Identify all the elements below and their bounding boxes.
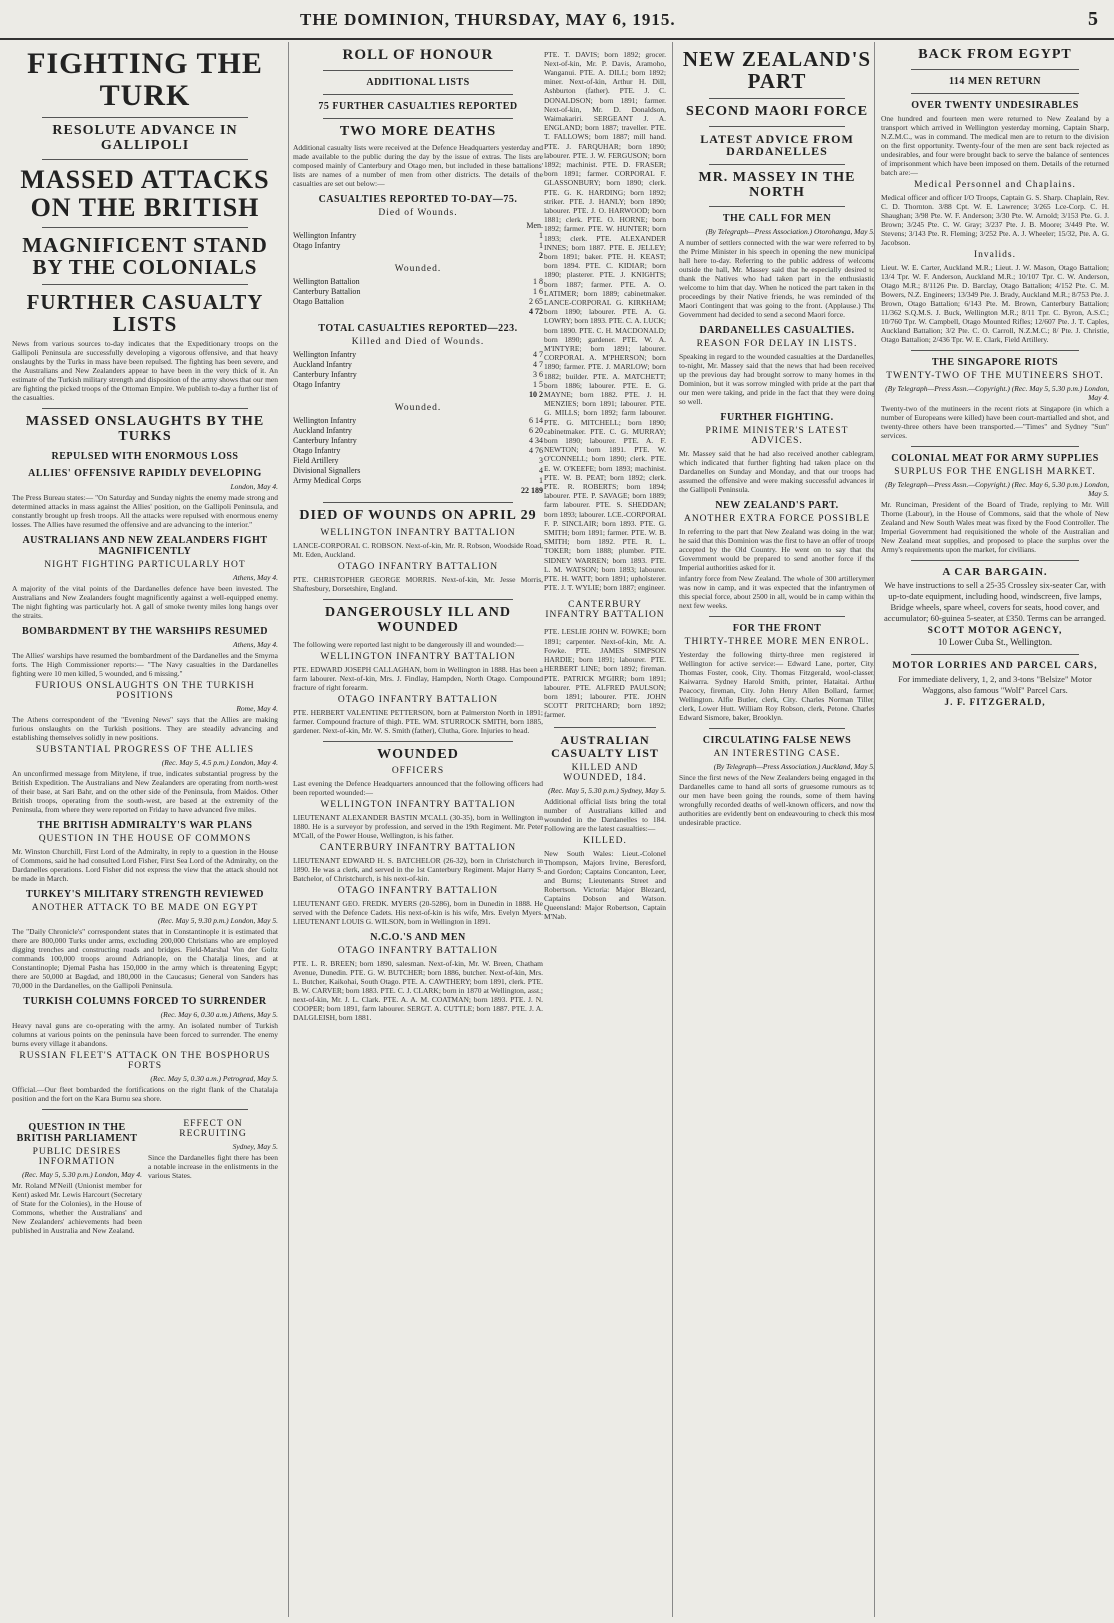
headline-two-deaths: TWO MORE DEATHS (339, 123, 497, 139)
article-body: Last evening the Defence Headquarters announced that the following officers had been reported wounded:— (293, 779, 543, 798)
dateline: Sydney, May 5. (232, 1141, 278, 1151)
article-body: Mr. Massey said that he had also received another cablegram, which indicated that further fighting had taken place on the Dardanelles on Sunday and Monday, and that our troops had assumed the offensive and were making successful advances in the Gallipoli Peninsula. (679, 449, 875, 495)
battalion-heading: WELLINGTON INFANTRY BATTALION (320, 528, 516, 539)
table-row (293, 241, 543, 251)
article-body: One hundred and fourteen men were returned to New Zealand by a transport which arrived in Wellington yesterday morning, Captain Sharp, N.Z.M.C., was in command. The medical men are to return to the division on the first opportunity. Twenty-four of the men are sent back rejected as undesirables, and four were brought back to serve the balance of sentences of imprisonment which have been imposed on them. Details of the returned batch are:— (881, 113, 1109, 177)
table-cell-counts: 2 (539, 251, 543, 261)
headline-magnificent-stand: MAGNIFICENT STAND BY THE COLONIALS (22, 232, 268, 280)
section-repulsed: REPULSED WITH ENORMOUS LOSS (51, 450, 239, 462)
section-prime-minister: PRIME MINISTER'S LATEST ADVICES. (705, 426, 849, 447)
article-body: Twenty-two of the mutineers in the recent riots at Singapore (in which a number of Europeans were killed) have been court-martialled and shot, and twenty-three others have been transported.—"Times" and Sydney "Sun" services. (881, 403, 1109, 440)
table-cell-unit: Auckland Infantry (293, 426, 352, 436)
casualty-list: PTE. T. DAVIS; born 1892; grocer. Next-of-kin, Mr. P. Davis, Aramoho, Wanganui. PTE. A. DILL; born 1892; miner. Next-of-kin, Arthur H. Dill, Ashburton (father). PTE. J. C. DONALDSON; born 1891; farmer. Next-of-kin, Mr. D. Donaldson, Waimakariri. SERGEANT J. A. ENGLAND; born 1887; traveller. PTE. T. FALLOWS; born 1887; mill hand. PTE. J. FARQUHAR; born 1890; labourer. PTE. J. W. FERGUSON; born 1892; machinist. PTE. D. FRASER; born 1891; farmer. CORPORAL F. GLASSONBURY; born 1890; clerk. PTE. G. K. HARDING; born 1892; striker. PTE. J. HANLY; born 1890; labourer. PTE. J. O. HARWOOD; born 1881; clerk. PTE. O. HORNE; born 1892; farmer. PTE. W. HUNTER; born 1893; clerk. PTE. ALEXANDER INNES; born 1887. PTE. E. JELLEY; born 1891; baker. PTE. H. KEAST; born 1894. PTE. C. KIDIAR; born 1890; plasterer. PTE. J. KNIGHTS; born 1887; farmer. PTE. A. O. LATIMER; born 1889; cabinetmaker. LANCE-CORPORAL G. KIRKHAM; born 1890; labourer. PTE. A. G. LOWRY; born 1893. PTE. C. A. LUCK; born 1890. PTE. C. H. MACDONALD; born 1890; gardener. PTE. W. A. M'INTYRE; born 1891; labourer. CORPORAL A. M'PHERSON; born 1890; farmer. PTE. J. MARLOW; born 1882; builder. PTE. A. MATCHETT; born 1886; labourer. PTE. E. G. MAYNE; born 1882. PTE. J. H. MENZIES; born 1891; labourer. PTE. G. MILLS; born 1892; farm labourer. PTE. G. MITCHELL; born 1890; cabinetmaker. PTE. C. G. MURRAY; born 1890; labourer. PTE. A. F. NEWTON; born 1891. PTE. W. O'CONNELL; born 1890; clerk. PTE. E. W. O'KEEFE; born 1893; machinist. PTE. W. B. PEAT; born 1892; clerk. PTE. R. ROBERTS; born 1894; labourer. PTE. P. SAVAGE; born 1889; farm labourer. PTE. S. SHEDDAN; born 1893; labourer. LCE.-CORPORAL F. P. SINCLAIR; born 1893. PTE. G. SMITH; born 1891; farmer. PTE. W. B. SMITH; born 1892. PTE. R. L. TOKER; born 1888; plumber. PTE. SIDNEY WARREN; born 1893. PTE. L. M. WATSON; born 1893; labourer. PTE. H. WATT; born 1891; upholsterer. PTE. J. T. WYLIE; born 1887; engineer. (544, 49, 666, 593)
section-massed-onslaughts: MASSED ONSLAUGHTS BY THE TURKS (25, 414, 265, 444)
section-mutineers-shot: TWENTY-TWO OF THE MUTINEERS SHOT. (886, 370, 1104, 381)
table-row (293, 287, 543, 297)
article-body: infantry force from New Zealand. The whole of 300 artillerymen was now in camp, and it was expected that the infantrymen of this special force, about 2500 in all, would be in camp within the next few weeks. (679, 574, 875, 611)
headline-undesirables: OVER TWENTY UNDESIRABLES (911, 99, 1079, 111)
table-subtitle: Wounded. (394, 264, 442, 275)
table-row (293, 297, 543, 307)
table-row (293, 486, 543, 496)
table-row (293, 380, 543, 390)
table-cell-unit: Canterbury Infantry (293, 370, 357, 380)
advert-body: For immediate delivery, 1, 2, and 3-tons "Belsize" Motor Waggons, also famous "Wolf" Parcel Cars. (898, 673, 1092, 695)
battalion-heading: OTAGO INFANTRY BATTALION (337, 946, 499, 957)
battalion-heading: CANTERBURY INFANTRY BATTALION (319, 843, 517, 854)
section-extra-force: ANOTHER EXTRA FORCE POSSIBLE (683, 514, 871, 525)
section-russian-fleet: RUSSIAN FLEET'S ATTACK ON THE BOSPHORUS FORTS (19, 1050, 271, 1071)
advert-firm: J. F. FITZGERALD, (944, 697, 1046, 708)
table-cell-counts: 1 6 (533, 287, 543, 297)
section-night-fighting: NIGHT FIGHTING PARTICULARLY HOT (44, 559, 246, 570)
headline-killed-wounded: KILLED AND WOUNDED, 184. (563, 763, 647, 784)
dateline: (Rec. May 5, 5.30 p.m.) London, May 4. (22, 1169, 142, 1179)
article-body: Mr. Runciman, President of the Board of Trade, replying to Mr. Will Thorne (Labour), in the House of Commons, said that the whole of New Zealand and New South Wales meat was fixed by the Food Controller. The Imperial Government had requisitioned the whole of the Australian and New Zealand meat supplies, and proposed to place the surplus over the Army's requirements upon the market, for civilians. (881, 499, 1109, 554)
table-subtitle: Killed and Died of Wounds. (351, 337, 485, 348)
dateline: (By Telegraph—Press Assn.—Copyright.) (Rec. May 6, 5.30 p.m.) London, May 5. (885, 479, 1109, 498)
dateline: (By Telegraph—Press Assn.—Copyright.) (Rec. May 5, 5.30 p.m.) London, May 4. (885, 383, 1109, 402)
table-cell-unit: Auckland Infantry (293, 360, 352, 370)
table-title: CASUALTIES REPORTED TO-DAY—75. (318, 194, 518, 206)
table-cell-unit: Wellington Battalion (293, 277, 360, 287)
article-body: An unconfirmed message from Mitylene, if true, indicates substantial progress by the British Expedition. The Australians and New Zealanders are operating from north-west of their base, at Sari Bahr, and on the other side of the Peninsula, from Maidos. Other British troops, operating from the south-west, are based at the extremity of the Peninsula, from where they were reported on Friday to have advanced five miles. (12, 768, 278, 814)
table-cell-unit: Canterbury Battalion (293, 287, 361, 297)
article-body: Heavy naval guns are co-operating with the army. An isolated number of Turkish columns at various points on the peninsula have been forced to surrender. The enemy burns every village it abandons. (12, 1020, 278, 1048)
casualty-entry: LIEUTENANT EDWARD H. S. BATCHELOR (26-32), born in Christchurch in 1890. He was a clerk, and served in the 1st Canterbury Regiment. Major Harry S. Batchelor, of Christchurch, is his next-of-kin. (293, 856, 543, 884)
headline-114-men: 114 MEN RETURN (948, 75, 1041, 87)
casualty-entry: LIEUTENANT GEO. FREDK. MYERS (20-5286), born in Dunedin in 1888. He served with the Defence Cadets. His next-of-kin is his wife, Mrs. Evelyn Myers. LIEUTENANT LOUIS G. WILSON, born in Wellington in 1891. (293, 899, 543, 927)
headline-further-casualty: FURTHER CASUALTY LISTS (26, 290, 264, 337)
table-cell-counts: 6 20 (529, 426, 543, 436)
table-row (293, 277, 543, 287)
section-allies-offensive: ALLIES' OFFENSIVE RAPIDLY DEVELOPING (28, 467, 262, 479)
table-cell-counts: 3 (539, 456, 543, 466)
article-body: Lieut. W. E. Carter, Auckland M.R.; Lieut. J. W. Mason, Otago Battalion; 13/4 Tpr. W. F. Anderson, Auckland M.R.; 10/107 Tpr. C. W. Anderson, Otago M.R.; 8/1126 Pte. D. Barclay, Otago Battalion; 4/152 Pte. C. M. Bowers, N.Z. Engineers; 13/349 Pte. J. Brady, Auckland M.R.; 8/753 Pte. J. Brown, Otago Battalion; 6/143 Pte. M. Brown, Canterbury Battalion; 11/362 S.Q.M.S. J. Buck, Wellington M.R.; 8/11 Tpr. C. Byron, A.S.C.; 10/760 Tpr. W. Campbell, Otago Mounted Rifles; 12/607 Pte. J. T. Caples, Auckland Battalion; 3/2 Pte. C. O. Carroll, N.Z.M.C.; 8/ Pte. J. Christie, Otago Battalion; 2/436 Tpr. W. E. Clark, Field Artillery. (881, 262, 1109, 344)
table-cell-counts: 1 (539, 241, 543, 251)
table-cell-unit: Wellington Infantry (293, 231, 357, 241)
headline-back-from-egypt: BACK FROM EGYPT (918, 47, 1072, 62)
advert-firm: SCOTT MOTOR AGENCY, (927, 625, 1063, 636)
table-cell-unit: Wellington Infantry (293, 416, 357, 426)
article-body: In referring to the part that New Zealand was doing in the war, he said that this Dominion was the first to have an offer of troops accepted by the Old Country. He went on to say that the Government would be prepared to send another force if the Imperial authorities asked for it. (679, 527, 875, 573)
article-body: Mr. Roland M'Neill (Unionist member for Kent) asked Mr. Lewis Harcourt (Secretary of State for the Colonies), in the House of Commons, whether the Australians' and New Zealanders' achievements had been published in Australia and New Zealand. (12, 1180, 142, 1235)
section-further-fighting: FURTHER FIGHTING. (720, 412, 834, 424)
table-cell-counts: 2 65 (529, 297, 543, 307)
section-attack-egypt: ANOTHER ATTACK TO BE MADE ON EGYPT (31, 902, 259, 913)
table-row (293, 466, 543, 476)
dateline: Athens, May 4. (233, 639, 278, 649)
article-body: Since the first news of the New Zealanders being engaged in the Dardanelles came to hand all sorts of gruesome rumours as to our men have been going the rounds, some of them having wrongfully recorded deaths of well-known officers, and now the authorities are evidently bent on endeavouring to check this most undesirable practice. (679, 773, 875, 828)
dateline: Athens, May 4. (233, 572, 278, 582)
headline-dangerously-ill: DANGEROUSLY ILL AND WOUNDED (324, 605, 511, 635)
casualty-entry: LANCE-CORPORAL C. ROBSON. Next-of-kin, Mr. R. Robson, Woodside Road, Mt. Eden, Auckland. (293, 541, 543, 560)
article-body: Additional casualty lists were received at the Defence Headquarters yesterday and made available to the public during the day by the issue of extras. The lists are composed mainly of Canterbury and Otago men, but included in these battalions' lists are names of a number of men from other districts. The details of the casualties are set out below:— (293, 143, 543, 189)
dateline: (Rec. May 5, 9.30 p.m.) London, May 5. (158, 915, 278, 925)
table-cell-counts: 4 72 (529, 307, 543, 317)
section-nz-part: NEW ZEALAND'S PART. (715, 500, 839, 512)
section-medical: Medical Personnel and Chaplains. (914, 179, 1076, 190)
table-cell-unit: Otago Infantry (293, 241, 341, 251)
battalion-heading: OTAGO INFANTRY BATTALION (337, 562, 499, 573)
table-row (293, 390, 543, 400)
headline-colonial-meat: COLONIAL MEAT FOR ARMY SUPPLIES (891, 452, 1099, 464)
article-body: The Allies' warships have resumed the bombardment of the Dardanelles and the Smyrna forts. The High Commissioner reports:— "The Navy casualties in the Dardanelles fighting were 10 men killed, 5 wounded, and 6 missing." (12, 650, 278, 678)
headline-roll-of-honour: ROLL OF HONOUR (342, 47, 494, 63)
headline-latest-advice: LATEST ADVICE FROM DARDANELLES (700, 131, 854, 159)
table-cell-unit: Wellington Infantry (293, 350, 357, 360)
section-turkish-columns: TURKISH COLUMNS FORCED TO SURRENDER (23, 995, 267, 1007)
section-anzacs-fight: AUSTRALIANS AND NEW ZEALANDERS FIGHT MAGNIFICENTLY (22, 534, 268, 557)
article-intro: News from various sources to-day indicates that the Expeditionary troops on the Gallipoli Peninsula are successfully developing a vigorous offensive, and that heavy onslaughts by the Turks in mass have been repulsed. The fighting has been severe, and the Australians and New Zealanders appear to have been in the very thick of it. An estimate of the Turkish military strength and disposition of the army shows that our men are fighting the picked troops of the Ottoman Empire. We publish to-day a further list of the casualties. (12, 339, 278, 403)
table-row (293, 436, 543, 446)
article-body: The following were reported last night to be dangerously ill and wounded:— (293, 639, 524, 649)
casualty-entry: PTE. L. R. BREEN; born 1890, salesman. Next-of-kin, Mr. W. Breen, Chatham Avenue, Dunedin. PTE. G. W. BUTCHER; born 1886, butcher. Next-of-kin, Mrs. L. Butcher, Kaikohai, South Otago. PTE. A. CAWTHERY; born 1891, clerk. PTE. B. W. CARVER; born 1883. PTE. C. J. CLARK; born in 1870 at Wellington, asst.; next-of-kin, Mr. J. L. Clark. PTE. A. A. M. COATMAN; born 1893. PTE. J. N. COOPER; born 1891, farm labourer. SERGT. A. CUTTLE; born 1887. PTE. J. A. DALGLEISH, born 1881. (293, 959, 543, 1023)
headline-singapore-riots: THE SINGAPORE RIOTS (931, 356, 1059, 368)
table-cell-counts: 4 76 (529, 446, 543, 456)
page-number: 5 (1088, 8, 1098, 30)
dateline: Rome, May 4. (236, 703, 278, 713)
casualty-entry: PTE. CHRISTOPHER GEORGE MORRIS. Next-of-kin, Mr. Jesse Morris, Shaftesbury, Dorsetshire, England. (293, 575, 543, 594)
table-row (293, 251, 543, 261)
article-body: Speaking in regard to the wounded casualties at the Dardanelles, to-night, Mr. Massey said that the news that had been received up the previous day had brought sorrow to many homes in the Dominion, but it was sorrow mingled with pride at the part that our men were taking, and pride in the fact that they were doing so well. (679, 352, 875, 407)
column-back-from-egypt (874, 42, 1109, 1617)
table-header: Men. (526, 221, 543, 231)
column-war-news (12, 42, 278, 1617)
section-turkey-strength: TURKEY'S MILITARY STRENGTH REVIEWED (25, 888, 265, 900)
advert-body: We have instructions to sell a 25-35 Crossley six-seater Car, with up-to-date equipment, including hood, windscreen, five lamps, Bridge wheels, spare wheel, covers for seats, hood cover, and accumulator; 60-guinea 5-seater, at £350. Terms can be arranged. (884, 579, 1106, 623)
table-cell-unit: Field Artillery (293, 456, 339, 466)
headline-massed-attacks: MASSED ATTACKS ON THE BRITISH (20, 165, 270, 222)
table-cell-counts: 4 34 (529, 436, 543, 446)
table-row (293, 456, 543, 466)
battalion-heading: WELLINGTON INFANTRY BATTALION (320, 651, 516, 662)
headline-australian-casualty: AUSTRALIAN CASUALTY LIST (551, 733, 659, 760)
headline-massey-north: MR. MASSEY IN THE NORTH (698, 169, 856, 200)
section-recruiting: EFFECT ON RECRUITING (179, 1118, 247, 1139)
advert-title: MOTOR LORRIES AND PARCEL CARS, (892, 660, 1098, 671)
section-public-desires: PUBLIC DESIRES INFORMATION (32, 1146, 122, 1167)
section-substantial-progress: SUBSTANTIAL PROGRESS OF THE ALLIES (36, 744, 254, 755)
headline-call-for-men: THE CALL FOR MEN (722, 213, 832, 225)
table-cell-unit: Army Medical Corps (293, 476, 361, 486)
advert-title: A CAR BARGAIN. (942, 565, 1048, 578)
table-row (293, 426, 543, 436)
table-cell-unit: Divisional Signallers (293, 466, 361, 476)
article-body: The Press Bureau states:— "On Saturday and Sunday nights the enemy made strong and determined attacks in mass against the Allies' position, on the Gallipoli Peninsula, and constantly brought up fresh troops. All the attacks were repulsed with enormous enemy losses. The Allies have resumed the offensive and are advancing to the interior." (12, 492, 278, 529)
article-body: New South Wales: Lieut.-Colonel Thompson, Majors Irvine, Beresford, and Gordon; Captains Concanton, Leer, and Burns; Lieutenants Street and Robertson. Victoria: Major Blezard, Captains Dobson and Watson. Queensland: Major Robertson, Captain M'Nab. (544, 849, 666, 922)
article-body: A number of settlers connected with the war were referred to by the Prime Minister in his speech in opening the new municipal hall here to-day. Referring to the public address of welcome outside the hall, Mr. Massey said that he especially desired to thank the Natives who had taken part in the enthusiastic welcome to him that day. When he noticed the part taken in the proceedings by their Native friends, he was reminded of the Maori Contingent that was going to the front. (Applause.) The Government had decided to send a second Maori force. (679, 238, 875, 320)
section-dardanelles-casualties: DARDANELLES CASUALTIES. (699, 325, 855, 337)
headline-for-the-front: FOR THE FRONT (732, 623, 822, 635)
battalion-heading: WELLINGTON INFANTRY BATTALION (320, 800, 516, 811)
table-row (293, 476, 543, 486)
headline-nco-men: N.C.O.'S AND MEN (370, 932, 466, 944)
column-roll-of-honour (288, 42, 543, 1617)
table-row (293, 446, 543, 456)
table-cell-counts: 4 7 (533, 360, 543, 370)
headline-false-news: CIRCULATING FALSE NEWS (702, 735, 852, 747)
article-body: Yesterday the following thirty-three men registered in Wellington for active service:— Edward Lane, porter, City. Thomas Foster, cook, City. Thomas Fitzgerald, wool-classer, Kaiwarra. Sydney Harold Smith, printer, Hataitai. Arthur Peacocy, fireman, City. John Henry Allen Bollard, farmer, Wellington. Alfie Butler, clerk, City. Charles Norman Tiller, clerk, Lower Hutt. William Roy Robson, clerk, Petone. Charles Edward Sismore, baker, Brooklyn. (679, 650, 875, 723)
headline-fighting-turk: FIGHTING THE TURK (27, 47, 263, 112)
article-body: Mr. Winston Churchill, First Lord of the Admiralty, in reply to a question in the House of Commons, said he had consulted Lord Fisher, First Sea Lord of the Admiralty, on the Dardanelles operations. Lord Fisher did not express the view that the attack should not be made in March. (12, 846, 278, 883)
masthead (0, 4, 1114, 40)
section-house-question: QUESTION IN THE HOUSE OF COMMONS (38, 833, 252, 844)
section-admiralty-plans: THE BRITISH ADMIRALTY'S WAR PLANS (37, 819, 253, 831)
table-row (293, 416, 543, 426)
table-cell-counts: 4 7 (533, 350, 543, 360)
headline-died-wounds: DIED OF WOUNDS ON APRIL 29 (299, 508, 537, 524)
table-cell-counts: 6 14 (529, 416, 543, 426)
masthead-title: THE DOMINION, THURSDAY, MAY 6, 1915. (300, 10, 676, 29)
section-surplus: SURPLUS FOR THE ENGLISH MARKET. (894, 466, 1096, 477)
section-interesting-case: AN INTERESTING CASE. (713, 749, 841, 760)
headline-additional-lists: ADDITIONAL LISTS (366, 76, 470, 88)
section-invalids: Invalids. (974, 249, 1016, 260)
table-cell-counts: 10 2 (529, 390, 543, 400)
article-body: A majority of the vital points of the Dardanelles defence have been invested. The Australians and New Zealanders fought magnificently against a well-equipped enemy. The night fighting was particularly hot. A gall of smoke twenty miles long hangs over the straits. (12, 583, 278, 620)
table-cell-counts: 4 (539, 466, 543, 476)
article-body: Additional official lists bring the total number of Australians killed and wounded in the Dardanelles to 184. Following are the latest casualties:— (544, 797, 666, 834)
headline-wounded: WOUNDED (377, 746, 459, 762)
advert-motor-lorries (881, 661, 1109, 709)
section-british-parliament: QUESTION IN THE BRITISH PARLIAMENT (16, 1121, 138, 1144)
article-body: The Athens correspondent of the "Evening News" says that the Allies are making furious onslaughts on the Turkish positions. They are steadily advancing and establishing themselves solidly in new positions. (12, 714, 278, 742)
table-cell-counts: 1 5 (533, 380, 543, 390)
casualty-entry: PTE. EDWARD JOSEPH CALLAGHAN, born in Wellington in 1888. Has been a farm labourer. Next-of-kin, Mrs. J. Findlay, Hampden, North Otago. Compound fracture of right forearm. (293, 664, 543, 692)
casualty-list: PTE. LESLIE JOHN W. FOWKE; born 1891; carpenter. Next-of-kin, Mr. A. Fowke. PTE. JAMES SIMPSON HARDIE; born 1891; labourer. PTE. HERBERT LINE; born 1892; fireman. PTE. PATRICK M'GIRR; born 1891; labourer. PTE. ALFRED PAULSON; born 1891; labourer. PTE. JOHN SCOTT PRITCHARD; born 1892; farmer. (544, 627, 666, 720)
table-cell-counts: 1 (539, 231, 543, 241)
section-killed: KILLED. (583, 836, 627, 847)
table-cell-counts: 22 189 (521, 486, 543, 496)
table-cell-counts: 1 8 (533, 277, 543, 287)
dateline: (Rec. May 6, 0.30 a.m.) Athens, May 5. (160, 1009, 278, 1019)
table-subtitle: Died of Wounds. (378, 208, 458, 219)
battalion-heading: OTAGO INFANTRY BATTALION (337, 694, 499, 705)
table-cell-unit: Otago Infantry (293, 446, 341, 456)
table-row (293, 370, 543, 380)
table-cell-unit: Otago Battalion (293, 297, 344, 307)
headline-second-maori: SECOND MAORI FORCE (685, 104, 869, 120)
advert-address: 10 Lower Cuba St., Wellington. (937, 636, 1053, 647)
battalion-heading: OTAGO INFANTRY BATTALION (337, 886, 499, 897)
dateline: (By Telegraph—Press Association.) Otorohanga, May 5. (705, 227, 875, 237)
casualty-entry: PTE. HERBERT VALENTINE PETTERSON, born at Palmerston North in 1891; farmer. Compound fracture of thigh. PTE. WM. STURROCK SMITH, born 1885, gardener. Next-of-kin, Mr. W. S. Smith (father), Clutha, Gore. Injuries to head. (293, 707, 543, 735)
table-subtitle: Wounded. (394, 403, 442, 414)
table-title: TOTAL CASUALTIES REPORTED—223. (318, 323, 518, 335)
battalion-heading: CANTERBURY INFANTRY BATTALION (545, 599, 665, 620)
article-body: Medical officer and officer I/O Troops, Captain G. S. Sharp. Chaplain, Rev. C. D. Thornton. 3/88 Cpt. W. E. Lawrence; 3/265 Lce-Corp. C. H. Shaughan; 3/98 Pte. W. F. Anderson; 3/30 Pte. W. Arnold; 3/153 Pte. G. J. Brown; 3/245 Pte. C. W. Gray; 3/237 Pte. J. B. Moore; 3/449 Pte. W. Stevens; 3/143 Pte. R. Fleming; 3/252 Pte. A. J. Wheeler; 15/32, Pte. A. G. Jacobson. (881, 192, 1109, 247)
column-casualty-names (544, 42, 666, 1617)
table-row (293, 231, 543, 241)
table-row (293, 307, 543, 317)
dateline: (Rec. May 5, 4.5 p.m.) London, May 4. (161, 757, 278, 767)
advert-car-bargain (881, 567, 1109, 648)
headline-75-casualties: 75 FURTHER CASUALTIES REPORTED (318, 100, 518, 112)
article-body: Since the Dardanelles fight there has been a notable increase in the enlistments in the various States. (148, 1152, 278, 1180)
table-row (293, 360, 543, 370)
headline-resolute-advance: RESOLUTE ADVANCE IN GALLIPOLI (52, 123, 238, 153)
dateline: (Rec. May 5, 0.30 a.m.) Petrograd, May 5. (150, 1073, 278, 1083)
section-reason-delay: REASON FOR DELAY IN LISTS. (696, 339, 858, 350)
table-cell-counts: 1 (539, 476, 543, 486)
headline-officers: OFFICERS (391, 766, 445, 777)
section-thirty-three: THIRTY-THREE MORE MEN ENROL. (684, 637, 870, 648)
table-cell-counts: 3 6 (533, 370, 543, 380)
table-cell-unit: Otago Infantry (293, 380, 341, 390)
table-cell-unit: Canterbury Infantry (293, 436, 357, 446)
casualty-entry: LIEUTENANT ALEXANDER BASTIN M'CALL (30-35), born in Wellington in 1880. He is a surveyor by profession, and served in the 19th Regiment. Mr. Peter M'Call, of the Power House, Wellington, is his father. (293, 813, 543, 841)
section-bombardment: BOMBARDMENT BY THE WARSHIPS RESUMED (21, 625, 269, 637)
section-furious-onslaughts: FURIOUS ONSLAUGHTS ON THE TURKISH POSITIONS (35, 680, 255, 701)
dateline: (Rec. May 5, 5.30 p.m.) Sydney, May 5. (548, 786, 666, 796)
article-body: Official.—Our fleet bombarded the fortifications on the right flank of the Chatalaja position and the fort on the Kara Burnu sea shore. (12, 1084, 278, 1103)
dateline: London, May 4. (230, 481, 278, 491)
article-body: The "Daily Chronicle's" correspondent states that in Constantinople it is estimated that there are 800,000 Turks under arms, excluding 200,000 Christians who are employed digging trenches and constructing roads and bridges. Field-Marshal Von der Goltz commands 100,000 troops around Adrianople, on the Chatalja lines, and at Constantinople; Djemal Pasha has 150,000 in the army which is threatening Egypt; there are 50,000 at Bagdad, and 180,000 in the Caucasus; General von Sanders has 70,000 in the Dardanelles, on the Gallipoli Peninsula. (12, 926, 278, 990)
column-new-zealands-part (672, 42, 875, 1617)
table-row (293, 350, 543, 360)
headline-nz-part: NEW ZEALAND'S PART (682, 47, 872, 94)
dateline: (By Telegraph—Press Association.) Auckland, May 5. (713, 762, 875, 772)
